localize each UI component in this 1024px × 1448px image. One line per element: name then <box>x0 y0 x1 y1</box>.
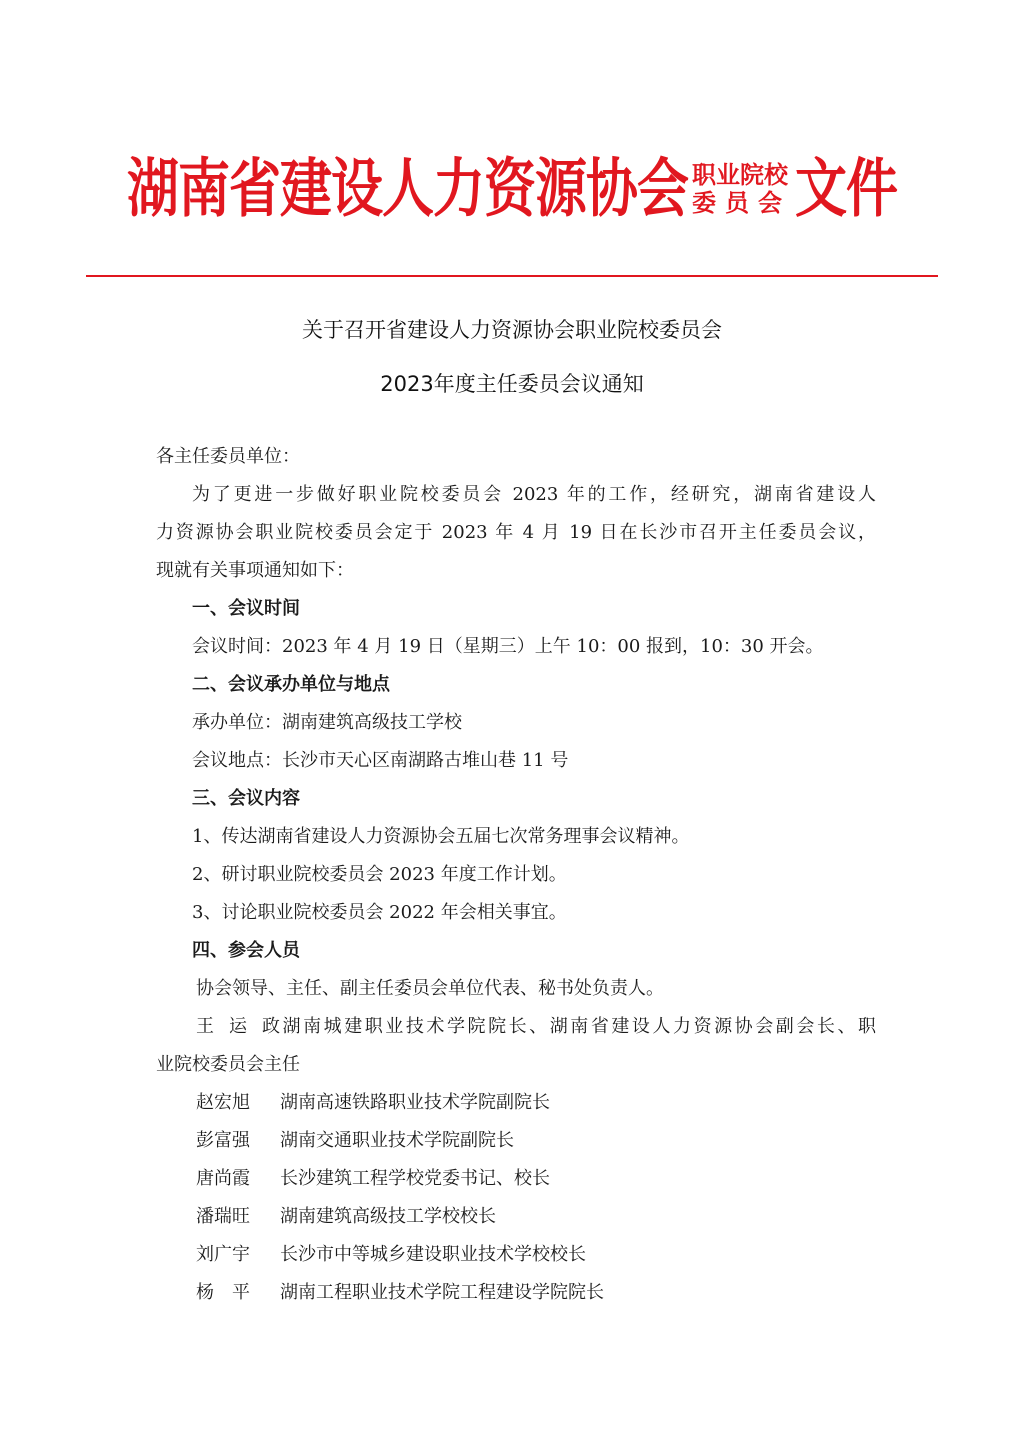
attendee-row <box>156 1160 876 1198</box>
attendee-row <box>156 1122 876 1160</box>
intro-line3: 现就有关事项通知如下： <box>156 560 354 581</box>
attendee-row <box>156 1084 876 1122</box>
attendee-title: 湖南高速铁路职业技术学院副院长 <box>280 1092 550 1113</box>
section-heading-time: 一、会议时间 <box>192 598 300 619</box>
content-item: 2、研讨职业院校委员会 2023 年度工作计划。 <box>192 864 567 885</box>
letterhead-red-rule <box>86 275 938 277</box>
letterhead-stack-line2: 委员会 <box>692 189 791 217</box>
attendee-name: 刘广宇 <box>196 1244 250 1265</box>
letterhead-org-name: 湖南省建设人力资源协会 <box>126 153 688 227</box>
attendee-title: 长沙市中等城乡建设职业技术学校校长 <box>280 1244 586 1265</box>
attendee-chair-row <box>156 1008 876 1046</box>
letterhead <box>0 140 1024 240</box>
letterhead-committee-stack <box>692 162 791 217</box>
attendee-row <box>156 1274 876 1312</box>
content-item: 3、讨论职业院校委员会 2022 年会相关事宜。 <box>192 902 567 923</box>
attendee-row <box>156 1198 876 1236</box>
salutation: 各主任委员单位： <box>156 446 300 467</box>
section-heading-attendees: 四、参会人员 <box>192 940 300 961</box>
attendee-title: 长沙建筑工程学校党委书记、校长 <box>280 1168 550 1189</box>
attendee-name: 唐尚霞 <box>196 1168 250 1189</box>
attendee-title: 湖南建筑高级技工学校校长 <box>280 1206 496 1227</box>
attendee-name: 赵宏旭 <box>196 1092 250 1113</box>
content-item: 1、传达湖南省建设人力资源协会五届七次常务理事会议精神。 <box>192 826 690 847</box>
attendee-title: 湖南城建职业技术学院院长、湖南省建设人力资源协会副会长、职 <box>280 1016 876 1037</box>
document-title-line1: 关于召开省建设人力资源协会职业院校委员会 <box>302 318 722 342</box>
document-body <box>156 438 876 1312</box>
attendee-name: 潘瑞旺 <box>196 1206 250 1227</box>
attendees-intro: 协会领导、主任、副主任委员会单位代表、秘书处负责人。 <box>196 978 664 999</box>
attendee-row <box>156 1236 876 1274</box>
section-heading-venue: 二、会议承办单位与地点 <box>192 674 390 695</box>
attendee-title: 湖南工程职业技术学院工程建设学院院长 <box>280 1282 604 1303</box>
meeting-place-text: 会议地点：长沙市天心区南湖路古堆山巷 11 号 <box>192 750 569 771</box>
intro-line1: 为了更进一步做好职业院校委员会 2023 年的工作，经研究，湖南省建设人 <box>192 484 876 505</box>
attendee-name: 杨 平 <box>196 1282 250 1303</box>
attendee-title: 湖南交通职业技术学院副院长 <box>280 1130 514 1151</box>
attendee-name: 王运政 <box>196 1016 280 1037</box>
document-title-line2: 2023年度主任委员会议通知 <box>380 372 644 396</box>
section-heading-content: 三、会议内容 <box>192 788 300 809</box>
attendee-chair-title-cont: 业院校委员会主任 <box>156 1054 300 1075</box>
attendee-name: 彭富强 <box>196 1130 250 1151</box>
letterhead-document-word: 文件 <box>795 153 898 227</box>
host-unit-text: 承办单位：湖南建筑高级技工学校 <box>192 712 462 733</box>
intro-line2: 力资源协会职业院校委员会定于 2023 年 4 月 19 日在长沙市召开主任委员会议， <box>156 522 876 543</box>
letterhead-stack-line1: 职业院校 <box>692 161 788 190</box>
meeting-time-text: 会议时间：2023 年 4 月 19 日（星期三）上午 10：00 报到，10：30 开会。 <box>192 636 824 657</box>
